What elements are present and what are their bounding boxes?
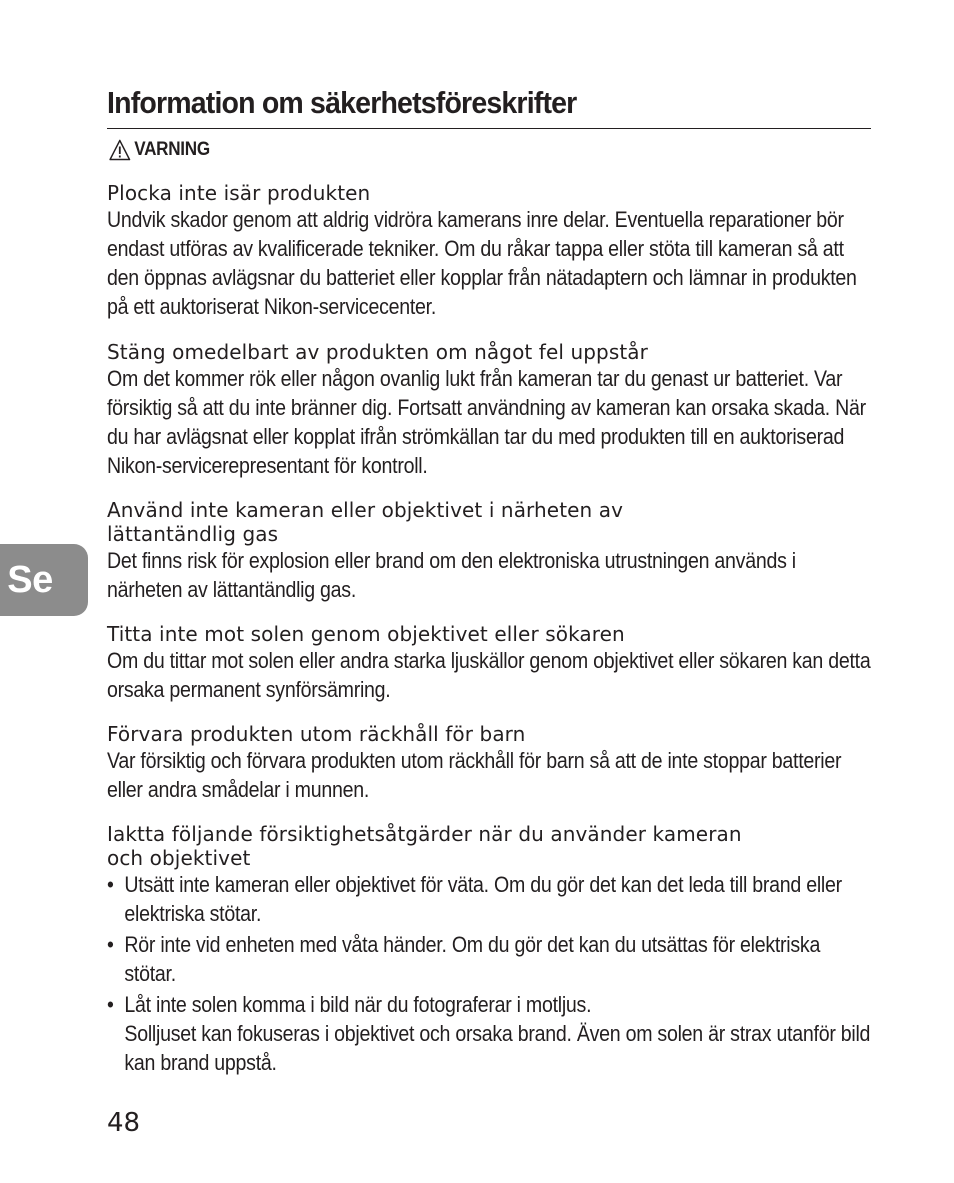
title-divider [107,128,871,129]
section-heading: Stäng omedelbart av produkten om något fel uppstår [107,340,648,364]
language-tab [0,544,88,616]
page-title: Information om säkerhetsföreskrifter [107,85,577,120]
section-body: Undvik skador genom att aldrig vidröra kamerans inre delar. Eventuella reparationer bör endast utföras av kvalificerade tekniker. Om du råkar tappa eller stöta till kameran så att den öppnas avlägsnar du batteriet eller kopplar från nätadaptern och lämnar in produkten på ett auktoriserat Nikon-servicecenter. [107,207,857,319]
list-item-extra: Solljuset kan fokuseras i objektivet och orsaka brand. Även om solen är strax utanför bild kan brand uppstå. [124,1021,871,1075]
section-disassembly [107,181,954,321]
section-children [107,722,954,804]
list-item: • Rör inte vid enheten med våta händer. Om du gör det kan du utsättas för elektriska stötar. [107,932,821,986]
section-heading: Plocka inte isär produkten [107,181,371,205]
list-item: • Låt inte solen komma i bild när du fotograferar i motljus. Solljuset kan fokuseras i objektivet och orsaka brand. Även om solen är strax utanför bild kan brand uppstå. [107,992,871,1075]
section-heading-line2: och objektivet [107,846,251,870]
warning-text: VARNING [134,139,210,160]
language-tab-label: Se [7,558,53,601]
section-heading: Förvara produkten utom räckhåll för barn [107,722,526,746]
section-body: Om du tittar mot solen eller andra starka ljuskällor genom objektivet eller sökaren kan detta orsaka permanent synförsämring. [107,648,871,702]
page-number: 48 [107,1108,141,1138]
section-malfunction [107,340,954,480]
section-precautions [107,822,954,1079]
section-sun [107,622,954,704]
precaution-list [107,870,873,1077]
section-heading-line2: lättantändlig gas [107,522,279,546]
warning-label [109,139,210,161]
section-body: Var försiktig och förvara produkten utom räckhåll för barn så att de inte stoppar batterier eller andra smådelar i munnen. [107,748,842,802]
section-body: Det finns risk för explosion eller brand om den elektroniska utrustningen används i närheten av lättantändlig gas. [107,548,796,602]
section-heading: Titta inte mot solen genom objektivet eller sökaren [107,622,625,646]
section-heading-line1: Använd inte kameran eller objektivet i närheten av [107,498,624,522]
list-item: • Utsätt inte kameran eller objektivet för väta. Om du gör det kan det leda till brand eller elektriska stötar. [107,872,842,926]
warning-triangle-icon [109,139,131,161]
section-body: Om det kommer rök eller någon ovanlig lukt från kameran tar du genast ur batteriet. Var försiktig så att du inte bränner dig. Fortsatt användning av kameran kan orsaka skada. När du har avlägsnat eller kopplat ifrån strömkällan tar du med produkten till en auktoriserad Nikon-servicerepresentant för kontroll. [107,366,866,478]
section-heading-line1: Iakttа följande försiktighetsåtgärder när du använder kameran [107,822,742,846]
section-flammable-gas [107,498,954,604]
